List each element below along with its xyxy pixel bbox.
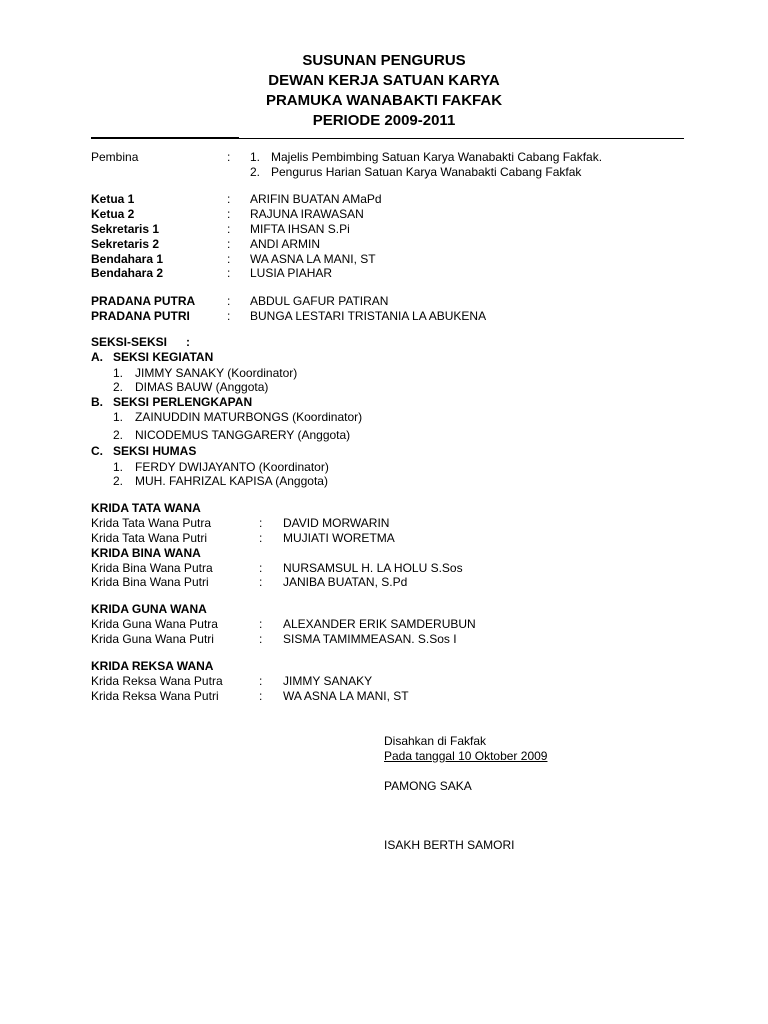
pembina-colon: : <box>227 150 231 164</box>
signature-name: ISAKH BERTH SAMORI <box>384 838 515 852</box>
krida-label: Krida Guna Wana Putra <box>91 617 218 631</box>
title-rule <box>91 138 684 139</box>
signature-place: Disahkan di Fakfak <box>384 734 487 748</box>
seksi-letter: B. <box>91 395 103 409</box>
krida-value: NURSAMSUL H. LA HOLU S.Sos <box>283 561 463 575</box>
krida-label: Krida Tata Wana Putra <box>91 516 212 530</box>
signature-date: Pada tanggal 10 Oktober 2009 <box>384 749 548 763</box>
seksi-letter: A. <box>91 350 103 364</box>
krida-colon: : <box>259 617 263 631</box>
krida-colon: : <box>259 561 263 575</box>
title-line-1: SUSUNAN PENGURUS <box>302 52 466 69</box>
officer-label: Bendahara 1 <box>91 252 164 266</box>
seksi-name: SEKSI PERLENGKAPAN <box>113 395 253 409</box>
krida-heading: KRIDA BINA WANA <box>91 546 201 560</box>
title-line-2: DEWAN KERJA SATUAN KARYA <box>268 72 500 89</box>
krida-value: WA ASNA LA MANI, ST <box>283 689 409 703</box>
krida-label: Krida Bina Wana Putra <box>91 561 213 575</box>
officer-value: ANDI ARMIN <box>250 237 321 251</box>
seksi-colon: : <box>186 335 190 349</box>
officer-colon: : <box>227 222 231 236</box>
krida-colon: : <box>259 516 263 530</box>
seksi-name: SEKSI HUMAS <box>113 444 197 458</box>
krida-label: Krida Guna Wana Putri <box>91 632 214 646</box>
krida-label: Krida Tata Wana Putri <box>91 531 208 545</box>
officer-label: Sekretaris 1 <box>91 222 160 236</box>
krida-value: MUJIATI WORETMA <box>283 531 395 545</box>
officer-value: ARIFIN BUATAN AMaPd <box>250 192 382 206</box>
seksi-member-num: 1. <box>113 366 124 380</box>
seksi-member-num: 2. <box>113 474 124 488</box>
seksi-letter: C. <box>91 444 103 458</box>
pembina-label: Pembina <box>91 150 139 164</box>
pradana-value: ABDUL GAFUR PATIRAN <box>250 294 389 308</box>
seksi-member-num: 2. <box>113 428 124 442</box>
krida-heading: KRIDA TATA WANA <box>91 501 201 515</box>
krida-value: SISMA TAMIMMEASAN. S.Sos I <box>283 632 457 646</box>
krida-colon: : <box>259 575 263 589</box>
pradana-label: PRADANA PUTRI <box>91 309 190 323</box>
krida-value: JANIBA BUATAN, S.Pd <box>283 575 408 589</box>
seksi-member-num: 2. <box>113 380 124 394</box>
seksi-member: MUH. FAHRIZAL KAPISA (Anggota) <box>135 474 328 488</box>
pradana-value: BUNGA LESTARI TRISTANIA LA ABUKENA <box>250 309 487 323</box>
seksi-member: DIMAS BAUW (Anggota) <box>135 380 269 394</box>
officer-label: Ketua 1 <box>91 192 135 206</box>
officer-colon: : <box>227 207 231 221</box>
officer-value: RAJUNA IRAWASAN <box>250 207 364 221</box>
seksi-member: NICODEMUS TANGGARERY (Anggota) <box>135 428 351 442</box>
krida-heading: KRIDA REKSA WANA <box>91 659 214 673</box>
pradana-label: PRADANA PUTRA <box>91 294 196 308</box>
pembina-item-2: Pengurus Harian Satuan Karya Wanabakti Cabang Fakfak <box>271 165 582 179</box>
officer-label: Bendahara 2 <box>91 266 164 280</box>
pembina-item-1: Majelis Pembimbing Satuan Karya Wanabakti Cabang Fakfak. <box>271 150 603 164</box>
seksi-member: FERDY DWIJAYANTO (Koordinator) <box>135 460 329 474</box>
krida-value: DAVID MORWARIN <box>283 516 390 530</box>
officer-value: LUSIA PIAHAR <box>250 266 333 280</box>
krida-colon: : <box>259 632 263 646</box>
title-line-3: PRAMUKA WANABAKTI FAKFAK <box>265 92 503 109</box>
krida-label: Krida Reksa Wana Putra <box>91 674 223 688</box>
seksi-member-num: 1. <box>113 460 124 474</box>
krida-colon: : <box>259 689 263 703</box>
krida-heading: KRIDA GUNA WANA <box>91 602 207 616</box>
krida-colon: : <box>259 531 263 545</box>
officer-value: MIFTA IHSAN S.Pi <box>250 222 350 236</box>
seksi-member-num: 1. <box>113 410 124 424</box>
pradana-colon: : <box>227 309 231 323</box>
krida-value: ALEXANDER ERIK SAMDERUBUN <box>283 617 476 631</box>
seksi-heading: SEKSI-SEKSI <box>91 335 168 349</box>
seksi-member: ZAINUDDIN MATURBONGS (Koordinator) <box>135 410 363 424</box>
signature-role: PAMONG SAKA <box>384 779 472 793</box>
title-line-4: PERIODE 2009-2011 <box>312 112 456 129</box>
officer-value: WA ASNA LA MANI, ST <box>250 252 376 266</box>
officer-colon: : <box>227 266 231 280</box>
seksi-member: JIMMY SANAKY (Koordinator) <box>135 366 298 380</box>
pembina-num-2: 2. <box>250 165 261 179</box>
krida-value: JIMMY SANAKY <box>283 674 373 688</box>
officer-colon: : <box>227 237 231 251</box>
pradana-colon: : <box>227 294 231 308</box>
officer-colon: : <box>227 192 231 206</box>
pembina-num-1: 1. <box>250 150 261 164</box>
officer-label: Sekretaris 2 <box>91 237 160 251</box>
seksi-name: SEKSI KEGIATAN <box>113 350 214 364</box>
krida-label: Krida Bina Wana Putri <box>91 575 209 589</box>
krida-colon: : <box>259 674 263 688</box>
officer-label: Ketua 2 <box>91 207 135 221</box>
officer-colon: : <box>227 252 231 266</box>
krida-label: Krida Reksa Wana Putri <box>91 689 219 703</box>
